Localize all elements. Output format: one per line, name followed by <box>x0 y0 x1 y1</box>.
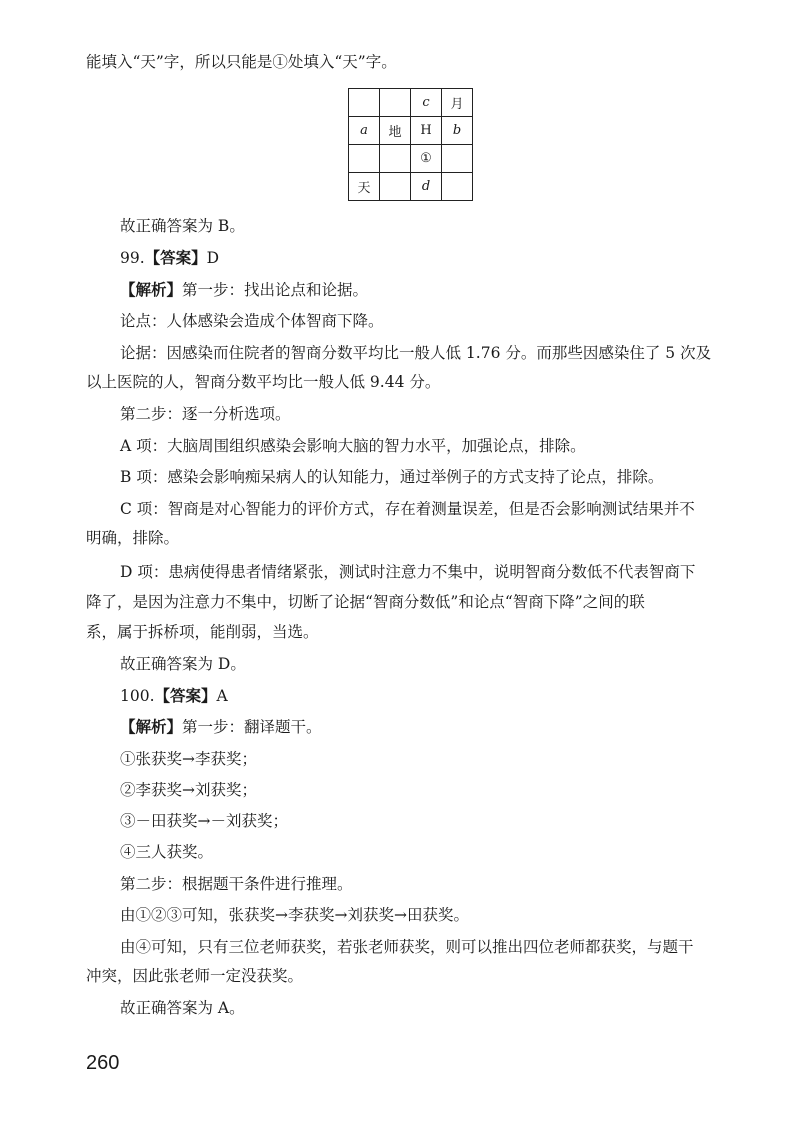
q99-evidence-line2: 以上医院的人，智商分数平均比一般人低 9.44 分。 <box>86 373 441 391</box>
q100-step1-line <box>120 717 730 737</box>
q100-cond2: ②李获奖→刘获奖； <box>120 781 257 799</box>
q100-answer-label: 【答案】 <box>154 686 217 705</box>
intro-line: 能填入“天”字，所以只能是①处填入“天”字。 <box>86 53 397 71</box>
grid-row <box>349 173 473 201</box>
grid-cell: a <box>349 117 380 145</box>
q99-option-d-line1: D 项：患病使得患者情绪紧张，测试时注意力不集中，说明智商分数低不代表智商下 <box>120 563 696 581</box>
q99-answer-line <box>120 248 730 268</box>
grid-cell <box>380 89 411 117</box>
page-number: 260 <box>86 1052 120 1074</box>
q100-number: 100. <box>120 687 155 705</box>
q99-option-d-line2: 降了，是因为注意力不集中，切断了论据“智商分数低”和论点“智商下降”之间的联 <box>86 593 645 611</box>
q99-evidence-line1: 论据：因感染而住院者的智商分数平均比一般人低 1.76 分。而那些因感染住了 5 次及 <box>120 344 712 362</box>
q100-analysis-label: 【解析】 <box>120 717 183 736</box>
grid-cell: 月 <box>442 89 473 117</box>
q99-analysis-label: 【解析】 <box>120 280 183 299</box>
q99-option-c-line2: 明确，排除。 <box>86 529 180 547</box>
q100-cond4: ④三人获奖。 <box>120 843 214 861</box>
grid-cell <box>349 89 380 117</box>
q99-conclusion: 故正确答案为 D。 <box>120 655 246 673</box>
q100-cond3: ③－田获奖→－刘获奖； <box>120 812 288 830</box>
q100-cond1: ①张获奖→李获奖； <box>120 750 257 768</box>
grid-cell: 地 <box>380 117 411 145</box>
q100-reason2-line1: 由④可知，只有三位老师获奖，若张老师获奖，则可以推出四位老师都获奖，与题干 <box>120 938 694 956</box>
grid-row <box>349 117 473 145</box>
q99-step2: 第二步：逐一分析选项。 <box>120 405 291 423</box>
q100-conclusion: 故正确答案为 A。 <box>120 999 245 1017</box>
q99-answer: D <box>206 249 220 267</box>
grid-cell: d <box>411 173 442 201</box>
q99-answer-label: 【答案】 <box>144 248 207 267</box>
grid-cell: b <box>442 117 473 145</box>
q100-reason2-line2: 冲突，因此张老师一定没获奖。 <box>86 967 304 985</box>
grid-cell <box>380 173 411 201</box>
q99-step1-line <box>120 280 730 300</box>
q100-step2: 第二步：根据题干条件进行推理。 <box>120 875 353 893</box>
character-grid <box>348 88 473 201</box>
q99-option-a: A 项：大脑周围组织感染会影响大脑的智力水平，加强论点，排除。 <box>120 437 586 455</box>
q98-conclusion: 故正确答案为 B。 <box>120 217 245 235</box>
grid-cell <box>442 145 473 173</box>
grid-row <box>349 89 473 117</box>
grid-cell <box>380 145 411 173</box>
q99-option-d-line3: 系，属于拆桥项，能削弱，当选。 <box>86 623 319 641</box>
q100-answer: A <box>216 687 228 705</box>
q99-number: 99. <box>120 249 145 267</box>
grid-cell: 天 <box>349 173 380 201</box>
grid-cell: H <box>411 117 442 145</box>
grid-row <box>349 145 473 173</box>
q99-step1: 第一步：找出论点和论据。 <box>182 281 369 299</box>
q99-claim: 论点：人体感染会造成个体智商下降。 <box>120 312 384 330</box>
grid-cell: c <box>411 89 442 117</box>
q100-answer-line <box>120 686 730 706</box>
grid-cell <box>349 145 380 173</box>
grid-cell: ① <box>411 145 442 173</box>
q100-reason1: 由①②③可知，张获奖→李获奖→刘获奖→田获奖。 <box>120 906 469 924</box>
q99-option-c-line1: C 项：智商是对心智能力的评价方式，存在着测量误差，但是否会影响测试结果并不 <box>120 500 695 518</box>
q99-option-b: B 项：感染会影响痴呆病人的认知能力，通过举例子的方式支持了论点，排除。 <box>120 468 664 486</box>
q100-step1: 第一步：翻译题干。 <box>182 718 322 736</box>
grid-cell <box>442 173 473 201</box>
